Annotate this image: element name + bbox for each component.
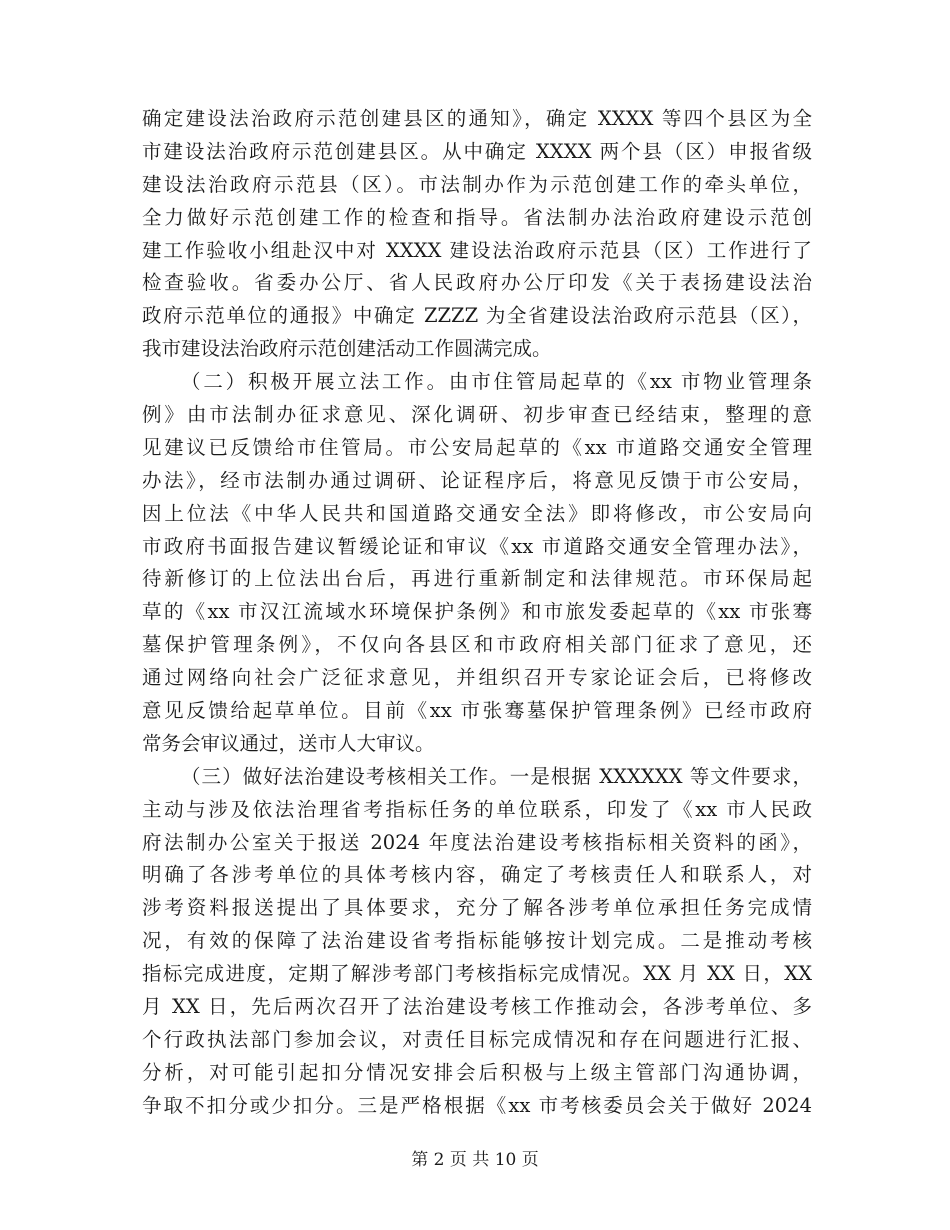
text-line: 常务会审议通过，送市人大审议。 — [142, 731, 435, 755]
text-line: 涉考资料报送提出了具体要求，充分了解各涉考单位承担任务完成情 — [142, 896, 812, 920]
text-line: 意见反馈给起草单位。目前《xx 市张骞墓保护管理条例》已经市政府 — [142, 699, 812, 723]
text-line: 见建议已反馈给市住管局。市公安局起草的《xx 市道路交通安全管理 — [142, 435, 812, 459]
text-line: 检查验收。省委办公厅、省人民政府办公厅印发《关于表扬建设法治 — [142, 271, 812, 295]
text-line: 市建设法治政府示范创建县区。从中确定 XXXX 两个县（区）申报省级 — [142, 139, 812, 163]
text-line: 况，有效的保障了法治建设省考指标能够按计划完成。二是推动考核 — [142, 929, 812, 953]
text-line: 建设法治政府示范县（区）。市法制办作为示范创建工作的牵头单位， — [142, 172, 812, 196]
text-line: 府法制办公室关于报送 2024 年度法治建设考核指标相关资料的函》， — [142, 830, 812, 854]
text-line: 月 XX 日，先后两次召开了法治建设考核工作推动会，各涉考单位、多 — [142, 995, 812, 1019]
page-number-footer: 第 2 页 共 10 页 — [411, 1150, 539, 1170]
text-line: 市政府书面报告建议暂缓论证和审议《xx 市道路交通安全管理办法》， — [142, 534, 812, 558]
text-line: 待新修订的上位法出台后，再进行重新制定和法律规范。市环保局起 — [142, 567, 812, 591]
text-line: 政府示范单位的通报》中确定 ZZZZ 为全省建设法治政府示范县（区）， — [142, 304, 812, 328]
text-line: 草的《xx 市汉江流域水环境保护条例》和市旅发委起草的《xx 市张骞 — [142, 600, 812, 624]
document-body — [142, 103, 812, 1123]
text-line: 通过网络向社会广泛征求意见，并组织召开专家论证会后，已将修改 — [142, 666, 812, 690]
text-line: 因上位法《中华人民共和国道路交通安全法》即将修改，市公安局向 — [142, 501, 812, 525]
text-line: 指标完成进度，定期了解涉考部门考核指标完成情况。XX 月 XX 日，XX — [142, 962, 812, 986]
text-line: 我市建设法治政府示范创建活动工作圆满完成。 — [142, 337, 552, 361]
text-line: 主动与涉及依法治理省考指标任务的单位联系，印发了《xx 市人民政 — [142, 797, 812, 821]
text-line: 例》由市法制办征求意见、深化调研、初步审查已经结束，整理的意 — [142, 403, 812, 427]
text-line: 墓保护管理条例》，不仅向各县区和市政府相关部门征求了意见，还 — [142, 633, 812, 657]
text-line: 分析，对可能引起扣分情况安排会后积极与上级主管部门沟通协调， — [142, 1060, 812, 1084]
section-heading-line: （三）做好法治建设考核相关工作。一是根据 XXXXXX 等文件要求， — [181, 764, 812, 788]
text-line: 办法》，经市法制办通过调研、论证程序后，将意见反馈于市公安局， — [142, 468, 812, 492]
text-line: 明确了各涉考单位的具体考核内容，确定了考核责任人和联系人，对 — [142, 863, 812, 887]
text-line: 确定建设法治政府示范创建县区的通知》，确定 XXXX 等四个县区为全 — [142, 107, 812, 130]
text-line: 建工作验收小组赴汉中对 XXXX 建设法治政府示范县（区）工作进行了 — [142, 238, 812, 262]
text-line: 争取不扣分或少扣分。三是严格根据《xx 市考核委员会关于做好 2024 — [142, 1093, 812, 1117]
text-line: 个行政执法部门参加会议，对责任目标完成情况和存在问题进行汇报、 — [142, 1027, 812, 1051]
text-line: 全力做好示范创建工作的检查和指导。省法制办法治政府建设示范创 — [142, 205, 812, 229]
section-heading-line: （二）积极开展立法工作。由市住管局起草的《xx 市物业管理条 — [181, 370, 812, 394]
